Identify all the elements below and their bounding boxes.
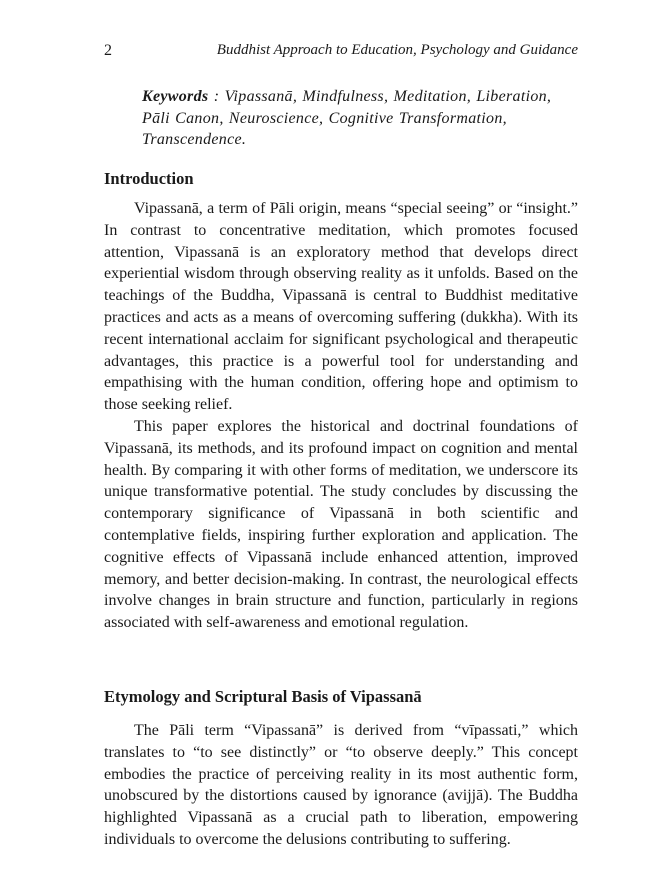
- etymology-heading: Etymology and Scriptural Basis of Vipassanā: [104, 687, 422, 706]
- keywords-label: Keywords: [142, 88, 209, 105]
- etymology-paragraph-1: The Pāli term “Vipassanā” is derived from “vīpassati,” which translates to “to see distinctly” or “to observe deeply.” This concept embodies the practice of perceiving reality in its most authentic form, unobscured by the distortions caused by ignorance (avijjā). The Buddha highlighted Vipassanā as a crucial path to liberation, empowering individuals to overcome the delusions contributing to suffering.: [104, 722, 578, 848]
- etymology-body: [104, 720, 578, 851]
- introduction-paragraph-2: This paper explores the historical and doctrinal foundations of Vipassanā, its methods, and its profound impact on cognition and mental health. By comparing it with other forms of meditation, we underscore its unique transformative potential. The study concludes by discussing the contemporary significance of Vipassanā in both scientific and contemplative fields, inspiring further exploration and application. The cognitive effects of Vipassanā include enhanced attention, improved memory, and better decision-making. In contrast, the neurological effects involve changes in brain structure and function, particularly in regions associated with self-awareness and emotional regulation.: [104, 417, 578, 632]
- introduction-section-heading-wrapper: [104, 168, 578, 190]
- keywords-text: Vipassanā, Mindfulness, Meditation, Liberation, Pāli Canon, Neuroscience, Cognitive Transformation, Transcendence.: [142, 88, 552, 148]
- keywords-block: [142, 86, 578, 151]
- introduction-heading: Introduction: [104, 169, 194, 188]
- etymology-section-heading-wrapper: [104, 686, 578, 708]
- keywords-separator: :: [208, 88, 225, 105]
- introduction-body: [104, 198, 578, 634]
- page-number: 2: [104, 42, 112, 59]
- introduction-paragraph-1: Vipassanā, a term of Pāli origin, means “special seeing” or “insight.” In contrast to concentrative meditation, which promotes focused attention, Vipassanā is an exploratory method that develops direct experiential wisdom through observing reality as it unfolds. Based on the teachings of the Buddha, Vipassanā is central to Buddhist meditative practices and acts as a means of overcoming suffering (dukkha). With its recent international acclaim for significant psychological and therapeutic advantages, this practice is a powerful tool for understanding and empathising with the human condition, offering hope and optimism to those seeking relief.: [104, 200, 578, 414]
- book-title: Buddhist Approach to Education, Psychology and Guidance: [216, 42, 578, 58]
- running-head: [104, 42, 578, 64]
